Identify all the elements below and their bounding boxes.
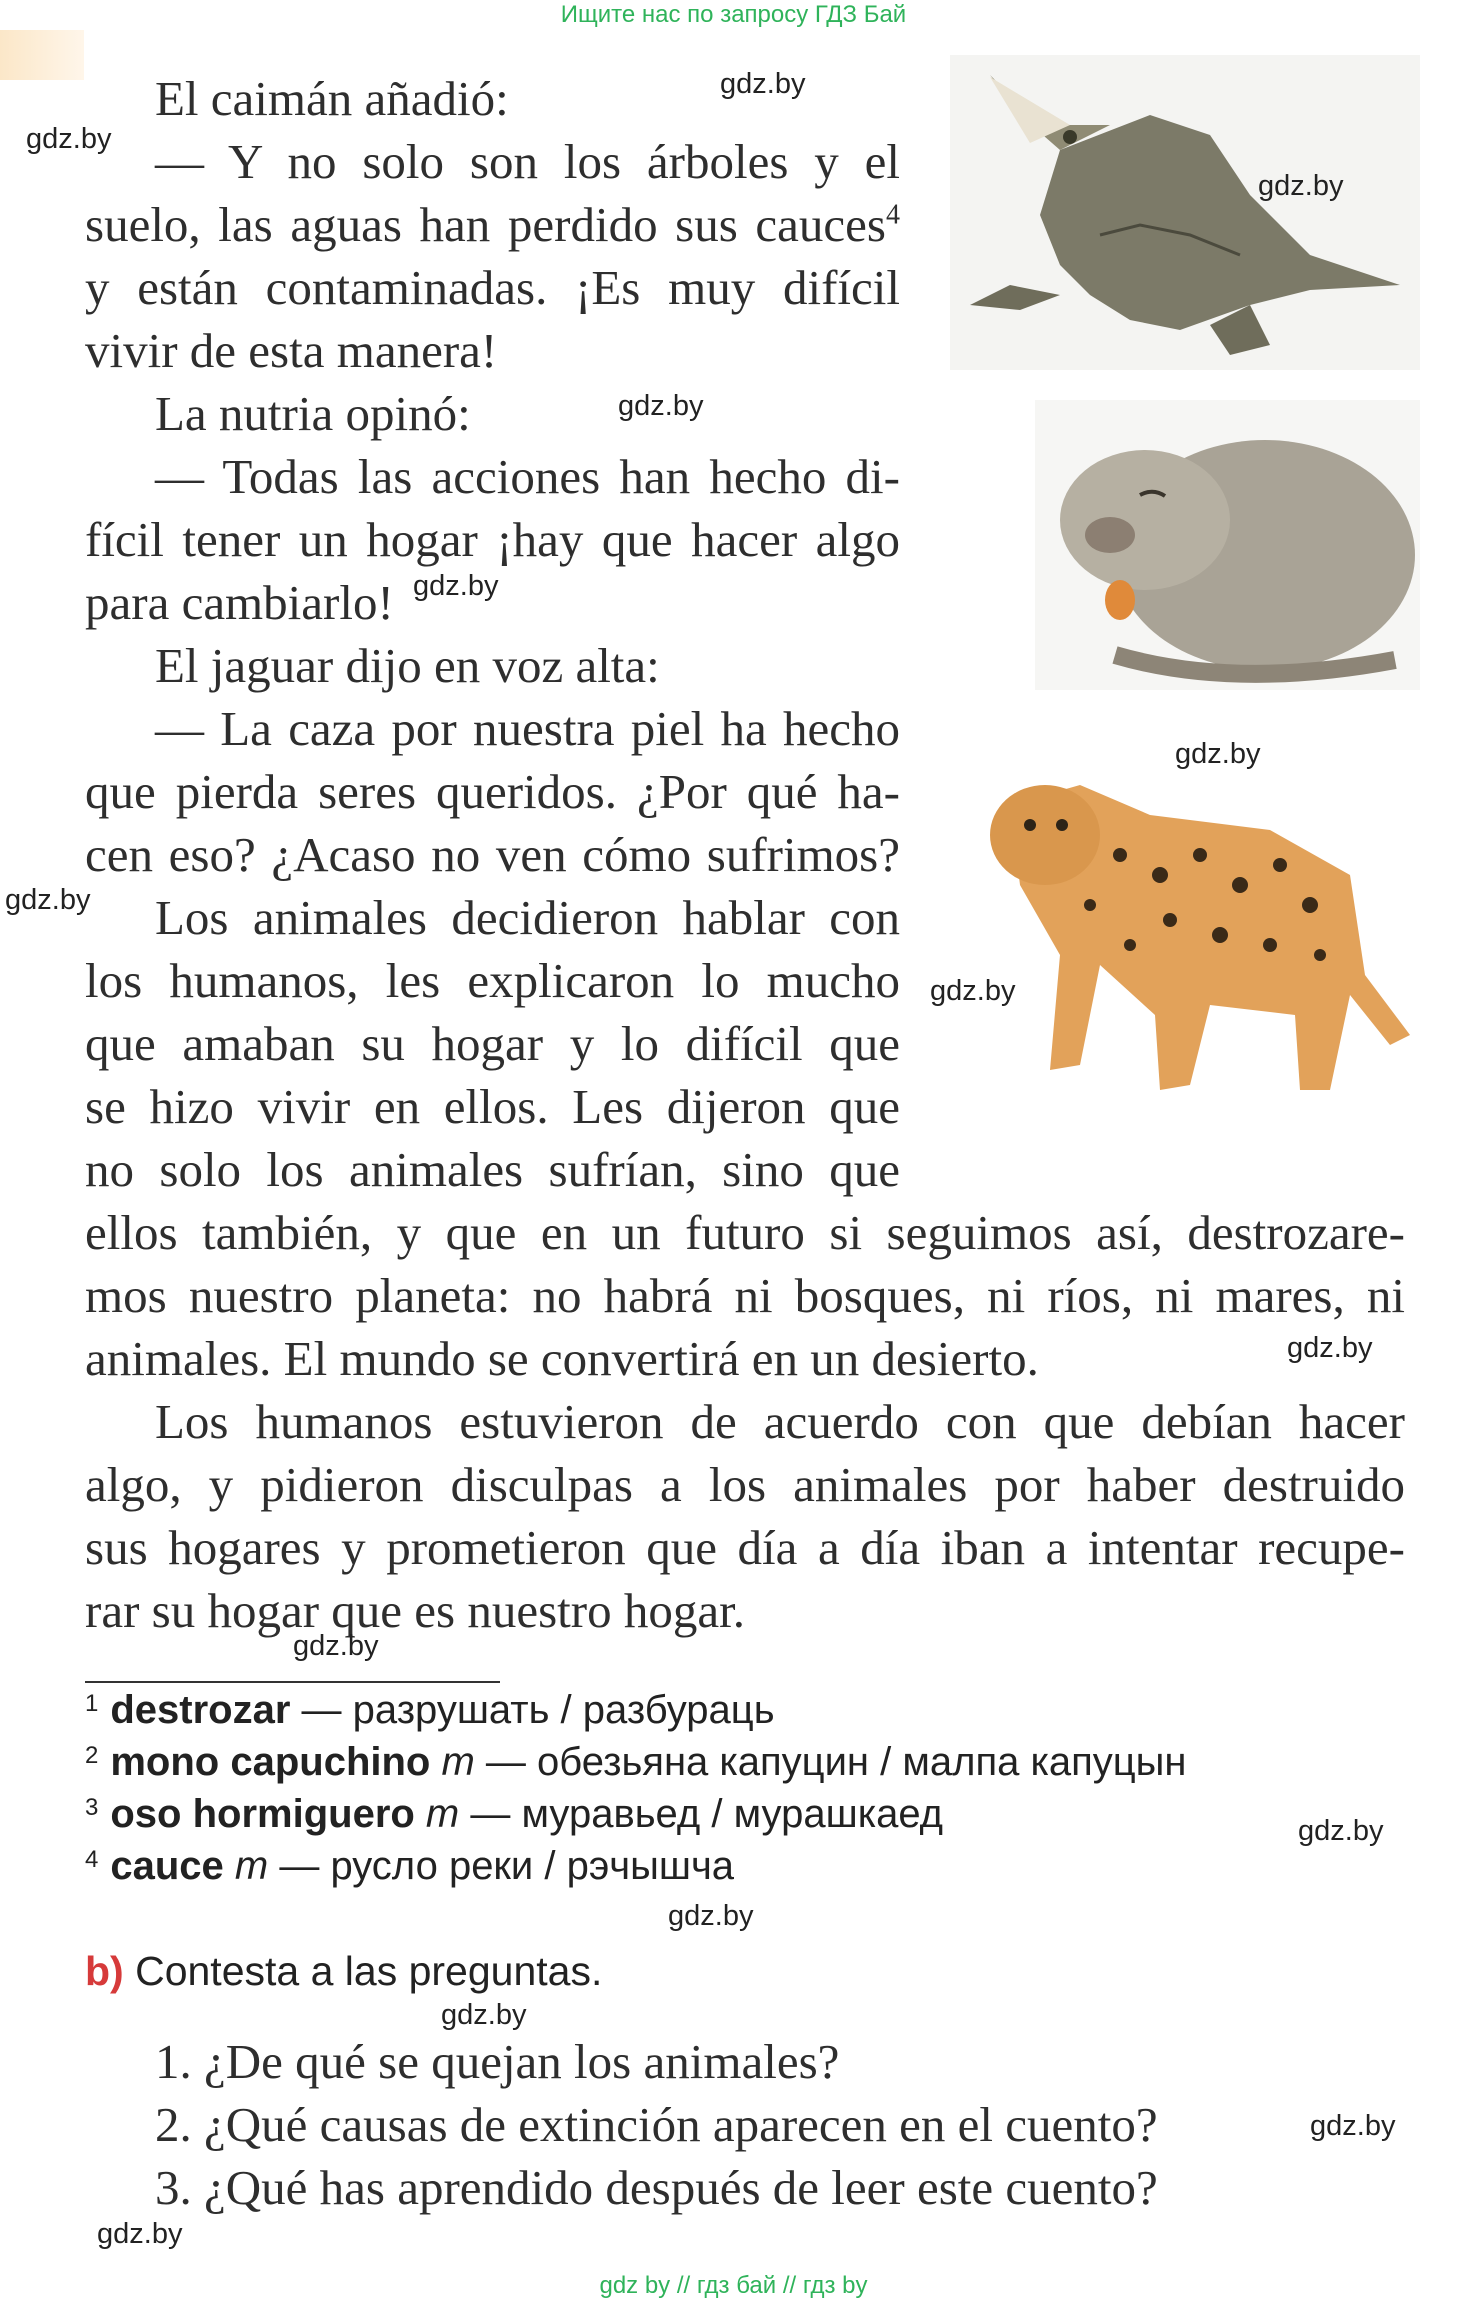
caiman-illustration <box>950 55 1420 370</box>
caiman-line-2-text: suelo, las aguas han perdido sus cauces <box>85 197 886 252</box>
task-letter: b) <box>85 1948 124 1994</box>
footnote-ref-4: 4 <box>886 199 900 231</box>
footnote-4-gender: m <box>223 1844 269 1888</box>
jaguar-illustration <box>970 745 1420 1120</box>
footnote-1 <box>85 1688 775 1733</box>
watermark: gdz.by <box>618 390 704 422</box>
watermark: gdz.by <box>441 1999 527 2031</box>
top-banner[interactable]: Ищите нас по запросу ГДЗ Бай <box>560 1 907 28</box>
watermark: gdz.by <box>1287 1332 1373 1364</box>
watermark: gdz.by <box>26 123 112 155</box>
line-caiman-intro: El caimán añadió: <box>155 71 509 126</box>
footnote-3 <box>85 1792 943 1837</box>
narration-line-2: los humanos, les explicaron lo mucho <box>85 953 900 1008</box>
task-text: Contesta a las preguntas. <box>123 1948 603 1994</box>
watermark: gdz.by <box>1258 170 1344 202</box>
line-jaguar-intro: El jaguar dijo en voz alta: <box>155 638 660 693</box>
nutria-line-1: — Todas las acciones han hecho di- <box>155 449 900 504</box>
nutria-illustration <box>1035 400 1420 690</box>
jaguar-line-1: — La caza por nuestra piel ha hecho <box>155 701 900 756</box>
footnote-2-number: 2 <box>85 1742 99 1769</box>
footnote-2 <box>85 1740 1187 1785</box>
watermark: gdz.by <box>1298 1815 1384 1847</box>
nutria-line-2: fícil tener un hogar ¡hay que hacer algo <box>85 512 900 567</box>
watermark: gdz.by <box>930 975 1016 1007</box>
narration-line-3: que amaban su hogar y lo difícil que <box>85 1016 900 1071</box>
watermark: gdz.by <box>97 2218 183 2250</box>
jaguar-line-2: que pierda seres queridos. ¿Por qué ha- <box>85 764 900 819</box>
narration-line-4: se hizo vivir en ellos. Les dijeron que <box>85 1079 900 1134</box>
footnote-4-term: cauce <box>110 1844 224 1888</box>
footnote-3-term: oso hormiguero <box>110 1792 415 1836</box>
footnote-2-gender: m <box>430 1740 475 1784</box>
footnote-divider <box>85 1681 500 1683</box>
watermark: gdz.by <box>1175 738 1261 770</box>
narration-line-6: ellos también, y que en un futuro si seguimos así, destrozare- <box>85 1205 1405 1260</box>
watermark: gdz.by <box>293 1630 379 1662</box>
footnote-4 <box>85 1844 734 1889</box>
narration-line-5: no solo los animales sufrían, sino que <box>85 1142 900 1197</box>
footnote-1-term: destrozar <box>110 1688 291 1732</box>
caiman-line-3: y están contaminadas. ¡Es muy difícil <box>85 260 900 315</box>
narration-line-8: animales. El mundo se convertirá en un desierto. <box>85 1331 1039 1386</box>
question-1: 1. ¿De qué se quejan los animales? <box>155 2034 840 2089</box>
footnote-3-gender: m <box>414 1792 460 1836</box>
question-2: 2. ¿Qué causas de extinción aparecen en el cuento? <box>155 2097 1158 2152</box>
caiman-line-1: — Y no solo son los árboles y el <box>155 134 900 189</box>
watermark: gdz.by <box>668 1900 754 1932</box>
footnote-1-translation: — разрушать / разбураць <box>290 1688 775 1732</box>
ending-line-1: Los humanos estuvieron de acuerdo con que debían hacer <box>155 1394 1405 1449</box>
watermark: gdz.by <box>1310 2110 1396 2142</box>
footnote-2-translation: — обезьяна капуцин / малпа капуцын <box>474 1740 1187 1784</box>
narration-line-7: mos nuestro planeta: no habrá ni bosques, ni ríos, ni mares, ni <box>85 1268 1405 1323</box>
line-nutria-intro: La nutria opinó: <box>155 386 471 441</box>
footnote-2-term: mono capuchino <box>110 1740 431 1784</box>
question-3: 3. ¿Qué has aprendido después de leer este cuento? <box>155 2160 1158 2215</box>
watermark: gdz.by <box>720 68 806 100</box>
caiman-line-4: vivir de esta manera! <box>85 323 498 378</box>
footnote-4-translation: — русло реки / рэчышча <box>268 1844 735 1888</box>
caiman-line-2 <box>85 193 900 256</box>
ending-line-2: algo, y pidieron disculpas a los animales por haber destruido <box>85 1457 1405 1512</box>
footnote-3-translation: — муравьед / мурашкаед <box>459 1792 944 1836</box>
footnote-1-number: 1 <box>85 1690 99 1717</box>
footnote-4-number: 4 <box>85 1846 99 1873</box>
task-heading <box>85 1948 602 1995</box>
jaguar-line-3: cen eso? ¿Acaso no ven cómo sufrimos? <box>85 827 900 882</box>
page-corner-tab <box>0 30 84 80</box>
ending-line-4: rar su hogar que es nuestro hogar. <box>85 1583 745 1638</box>
watermark: gdz.by <box>413 570 499 602</box>
footnote-3-number: 3 <box>85 1794 99 1821</box>
ending-line-3: sus hogares y prometieron que día a día iban a intentar recupe- <box>85 1520 1405 1575</box>
narration-line-1: Los animales decidieron hablar con <box>155 890 900 945</box>
footer-links[interactable]: gdz by // гдз бай // гдз by <box>599 2272 868 2299</box>
nutria-line-3: para cambiarlo! <box>85 575 394 630</box>
watermark: gdz.by <box>5 884 91 916</box>
